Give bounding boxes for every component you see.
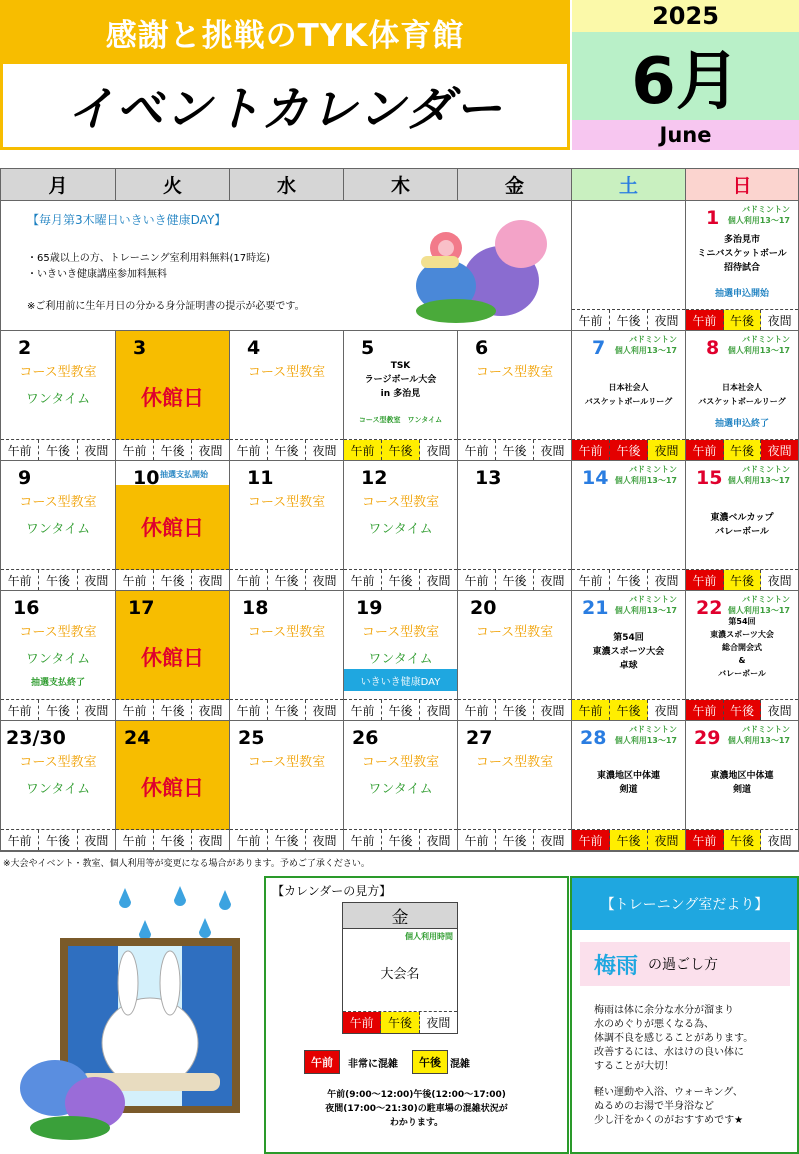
training-room-box (570, 876, 799, 1154)
parking-slot: 午後 (610, 570, 648, 590)
legend-day: 金 (343, 903, 457, 929)
info-line1: ・65歳以上の方、トレーニング室利用料無料(17時迄) (27, 253, 271, 264)
parking-slot: 夜間 (84, 703, 109, 718)
legend-description: 午前(9:00～12:00)午後(12:00～17:00) 夜間(17:00～21:30)の駐車場の混雑状況が わかります。 (325, 1090, 508, 1128)
parking-slot: 午後 (39, 440, 77, 460)
day-number: 25 (238, 727, 265, 749)
health-day-banner: いきいき健康DAY (344, 669, 457, 691)
parking-slot: 午後 (154, 440, 192, 460)
info-line3: ※ご利用前に生年月日の分かる身分証明書の提示が必要です。 (27, 301, 305, 312)
legend-title: 【カレンダーの見方】 (272, 884, 392, 898)
day-number: 28 (580, 727, 607, 749)
onetime-class: ワンタイム (368, 522, 433, 537)
parking-slot: 夜間 (648, 830, 685, 850)
info-line2: ・いきいき健康講座参加料無料 (27, 269, 167, 280)
weekday-sat: 土 (572, 169, 686, 201)
parking-slot: 午後 (610, 700, 648, 720)
onetime-class: ワンタイム (25, 652, 91, 667)
day-cell-23-30[interactable] (1, 721, 116, 851)
rabbit-window-illustration (10, 878, 260, 1148)
onetime-class: ワンタイム (368, 782, 433, 797)
event-note: 抽選申込開始 (714, 289, 769, 299)
day-cell-7[interactable] (572, 331, 686, 461)
parking-slot: 午前 (230, 830, 268, 850)
course-class: コース型教室 (475, 625, 554, 640)
day-cell-15[interactable] (686, 461, 799, 591)
parking-slot: 夜間 (654, 573, 679, 588)
parking-slot: 夜間 (654, 313, 679, 328)
course-class: コース型教室 (19, 625, 97, 640)
parking-slot: 夜間 (84, 573, 109, 588)
day-cell-10[interactable] (116, 461, 230, 591)
parking-slot: 午後 (724, 440, 762, 460)
day-number: 13 (475, 467, 502, 489)
parking-slot: 夜間 (198, 833, 223, 848)
day-number: 23/30 (6, 727, 66, 749)
parking-slot: 午前 (572, 310, 610, 330)
weekday-fri: 金 (458, 169, 572, 201)
day-cell-24[interactable] (116, 721, 230, 851)
day-cell-1[interactable] (686, 201, 799, 331)
parking-slot: 午後 (268, 700, 306, 720)
badminton-note: バドミントン 個人利用13～17 (727, 465, 790, 485)
parking-slot: 午前 (572, 700, 610, 720)
weekday-thu: 木 (344, 169, 458, 201)
course-class: コース型教室 (475, 755, 554, 770)
day-cell-8[interactable] (686, 331, 799, 461)
day-number: 22 (696, 597, 723, 619)
parking-slot: 午後 (39, 830, 77, 850)
day-number: 11 (247, 467, 274, 489)
parking-slot: 夜間 (540, 703, 565, 718)
parking-slot: 午後 (154, 830, 192, 850)
parking-slot: 午後 (382, 700, 420, 720)
parking-slot: 午前 (458, 830, 496, 850)
parking-slot: 午前 (1, 700, 39, 720)
day-number: 5 (361, 337, 375, 359)
parking-slot: 午前 (116, 440, 154, 460)
badminton-note: バドミントン 個人利用13～17 (614, 335, 677, 355)
parking-slot: 午前 (686, 440, 724, 460)
parking-slot: 夜間 (540, 573, 565, 588)
parking-slot: 午前 (572, 440, 610, 460)
parking-slot: 午後 (39, 570, 77, 590)
day-number: 20 (470, 597, 497, 619)
event-text: 第54回 東濃スポーツ大会 総合開会式 & バレーボール (710, 617, 774, 678)
parking-slot: 夜間 (767, 313, 792, 328)
parking-slot: 夜間 (540, 443, 565, 458)
parking-slot: 午後 (724, 700, 762, 720)
parking-slot: 午後 (382, 830, 420, 850)
day-number: 3 (133, 337, 147, 359)
day-cell-28[interactable] (572, 721, 686, 851)
event-text: TSK ラージボール大会 in 多治見 (364, 361, 437, 399)
month-en-label: June (572, 120, 799, 150)
course-class: コース型教室 (361, 625, 440, 640)
parking-slot: 夜間 (648, 440, 685, 460)
badminton-note: バドミントン 個人利用13～17 (727, 205, 790, 225)
course-class: コース型教室 (475, 365, 554, 380)
parking-slot: 午前 (686, 570, 724, 590)
parking-slot: 午後 (496, 570, 534, 590)
parking-slot: 午前 (572, 830, 610, 850)
parking-slot: 午後 (610, 830, 648, 850)
parking-slot: 午後 (382, 440, 420, 460)
parking-slot: 午後 (724, 830, 762, 850)
parking-slot: 午前 (344, 440, 382, 460)
parking-slot: 午前 (344, 830, 382, 850)
parking-slot: 午後 (496, 440, 534, 460)
day-cell-22[interactable] (686, 591, 799, 721)
course-class: コース型教室 (19, 495, 97, 510)
parking-slot: 夜間 (312, 703, 337, 718)
badminton-note: バドミントン 個人利用13～17 (727, 595, 790, 615)
month-label: 6月 (572, 32, 799, 120)
course-class: コース型教室 (361, 755, 440, 770)
day-cell-20[interactable] (458, 591, 572, 721)
parking-slot: 夜間 (426, 443, 451, 458)
parking-slot: 午前 (1, 570, 39, 590)
parking-slot: 午前 (344, 700, 382, 720)
parking-slot: 夜間 (198, 703, 223, 718)
parking-slot: 午前 (458, 440, 496, 460)
parking-slot: 午後 (381, 1012, 419, 1033)
day-cell-16[interactable] (1, 591, 116, 721)
parking-slot: 午後 (496, 700, 534, 720)
parking-slot: 夜間 (540, 833, 565, 848)
parking-slot: 夜間 (84, 833, 109, 848)
legend-box (264, 876, 569, 1154)
day-cell-25[interactable] (230, 721, 344, 851)
event-text: 日本社会人 バスケットボールリーグ (584, 383, 673, 406)
parking-slot: 夜間 (767, 703, 792, 718)
badminton-note: バドミントン 個人利用13～17 (727, 335, 790, 355)
day-number: 14 (582, 467, 609, 489)
parking-slot: 午前 (686, 310, 724, 330)
event-text: 東濃ベルカップ バレーボール (710, 513, 774, 537)
event-text: 日本社会人 バスケットボールリーグ (698, 383, 786, 406)
day-number: 15 (696, 467, 723, 489)
closed-label: 休館日 (116, 591, 229, 700)
parking-slot: 午前 (344, 570, 382, 590)
day-cell-5[interactable] (344, 331, 458, 461)
weekday-tue: 火 (116, 169, 230, 201)
parking-slot: 午前 (1, 440, 39, 460)
parking-slot: 午前 (1, 830, 39, 850)
day-number: 1 (706, 207, 720, 229)
day-cell-26[interactable] (344, 721, 458, 851)
parking-slot: 夜間 (426, 703, 451, 718)
info-block (1, 201, 572, 331)
closed-label: 休館日 (116, 331, 229, 440)
parking-slot: 午前 (230, 570, 268, 590)
day-number: 29 (694, 727, 721, 749)
weekday-sun: 日 (686, 169, 799, 201)
day-cell-17[interactable] (116, 591, 230, 721)
parking-slot: 午後 (268, 440, 306, 460)
day-cell-27[interactable] (458, 721, 572, 851)
badminton-note: バドミントン 個人利用13～17 (727, 725, 790, 745)
onetime-class: ワンタイム (368, 652, 433, 667)
snail-hydrangea-illustration (396, 206, 556, 326)
parking-slot: 午前 (343, 1012, 381, 1033)
parking-slot: 午後 (496, 830, 534, 850)
calendar-grid (0, 168, 799, 852)
event-note: 抽選申込終了 (714, 419, 769, 429)
day-number: 7 (592, 337, 606, 359)
parking-slot: 夜間 (312, 443, 337, 458)
page-title: イベントカレンダー (0, 64, 570, 150)
parking-slot: 午前 (686, 830, 724, 850)
info-title: 【毎月第3木曜日いきいき健康DAY】 (27, 213, 227, 227)
training-body: 梅雨は体に余分な水分が溜まり 水のめぐりが悪くなる為、 体調不良を感じることがあります。 改善するには、水はけの良い体に することが大切！ 軽い運動や入浴、ウォーキング、 ぬるめのお湯で半身浴など 少し汗をかくのがおすすめです★ (594, 1005, 754, 1126)
parking-slot: 午前 (230, 440, 268, 460)
day-number: 18 (242, 597, 269, 619)
rainy-season-heading: 梅雨 の過ごし方 (580, 942, 790, 986)
legend-sample-cell (342, 902, 458, 1034)
day-number: 12 (361, 467, 388, 489)
day-cell-2[interactable] (1, 331, 116, 461)
event-text: 東濃地区中体連 剣道 (710, 771, 774, 795)
course-class: コース型教室 (247, 755, 326, 770)
day-number: 19 (356, 597, 383, 619)
day-cell-6[interactable] (458, 331, 572, 461)
day-number: 21 (582, 597, 609, 619)
day-cell-empty (572, 201, 686, 331)
closed-label: 休館日 (116, 461, 229, 570)
parking-slot: 午後 (154, 570, 192, 590)
course-class: コース型教室 (247, 495, 326, 510)
parking-slot: 午前 (458, 700, 496, 720)
day-number: 9 (18, 467, 32, 489)
day-number: 27 (466, 727, 493, 749)
parking-slot: 午後 (610, 440, 648, 460)
parking-slot: 午前 (230, 700, 268, 720)
parking-slot: 午後 (268, 570, 306, 590)
parking-slot: 午前 (572, 570, 610, 590)
event-note: 抽選支払終了 (30, 678, 85, 688)
course-class: コース型教室 (19, 365, 97, 380)
day-cell-9[interactable] (1, 461, 116, 591)
parking-slot: 夜間 (767, 833, 792, 848)
day-cell-14[interactable] (572, 461, 686, 591)
parking-slot: 夜間 (426, 1016, 451, 1030)
parking-slot: 午後 (154, 700, 192, 720)
day-number: 6 (475, 337, 489, 359)
parking-slot: 午後 (724, 570, 762, 590)
course-class: コース型教室 (247, 625, 326, 640)
course-class: コース型教室 (19, 755, 97, 770)
parking-slot: 夜間 (312, 833, 337, 848)
day-number: 16 (13, 597, 40, 619)
event-note: 抽選支払開始 (160, 470, 208, 479)
facility-title: 感謝と挑戦のTYK体育館 (0, 0, 570, 64)
parking-slot: 午後 (268, 830, 306, 850)
parking-slot: 夜間 (84, 443, 109, 458)
day-cell-11[interactable] (230, 461, 344, 591)
legend-event-name: 大会名 (380, 967, 420, 982)
onetime-class: ワンタイム (25, 782, 91, 797)
onetime-class: ワンタイム (25, 392, 91, 407)
parking-slot: 午後 (39, 700, 77, 720)
event-note: コース型教室 ワンタイム (358, 416, 443, 424)
event-text: 東濃地区中体連 剣道 (596, 771, 660, 795)
day-cell-19[interactable] (344, 591, 458, 721)
course-class: コース型教室 (361, 495, 440, 510)
day-number: 26 (352, 727, 379, 749)
footnote: ※大会やイベント・教室、個人利用等が変更になる場合があります。予めご了承ください。 (3, 859, 370, 869)
year-label: 2025 (572, 0, 799, 32)
day-number: 2 (18, 337, 32, 359)
day-number: 24 (124, 727, 151, 749)
parking-slot: 夜間 (426, 573, 451, 588)
day-cell-4[interactable] (230, 331, 344, 461)
day-cell-21[interactable] (572, 591, 686, 721)
course-class: コース型教室 (247, 365, 326, 380)
weekday-mon: 月 (1, 169, 116, 201)
day-cell-13[interactable] (458, 461, 572, 591)
day-number: 4 (247, 337, 261, 359)
parking-slot: 夜間 (654, 703, 679, 718)
parking-slot: 午後 (724, 310, 762, 330)
parking-slot: 午前 (116, 700, 154, 720)
day-number: 10 (133, 467, 160, 489)
badminton-note: バドミントン 個人利用13～17 (614, 465, 677, 485)
training-title: 【トレーニング室だより】 (572, 878, 797, 930)
parking-slot: 午後 (382, 570, 420, 590)
badminton-note: バドミントン 個人利用13～17 (614, 725, 677, 745)
day-cell-12[interactable] (344, 461, 458, 591)
parking-slot: 午前 (686, 700, 724, 720)
onetime-class: ワンタイム (25, 522, 91, 537)
closed-label: 休館日 (116, 721, 229, 830)
weekday-wed: 水 (230, 169, 344, 201)
parking-slot: 午前 (116, 830, 154, 850)
day-number: 17 (128, 597, 155, 619)
day-cell-18[interactable] (230, 591, 344, 721)
parking-slot: 夜間 (761, 440, 798, 460)
parking-slot: 午前 (458, 570, 496, 590)
event-text: 第54回 東濃スポーツ大会 卓球 (592, 633, 665, 671)
parking-slot: 夜間 (767, 573, 792, 588)
parking-slot: 夜間 (198, 573, 223, 588)
badminton-note: バドミントン 個人利用13～17 (614, 595, 677, 615)
parking-slot: 午後 (610, 310, 648, 330)
parking-slot: 夜間 (312, 573, 337, 588)
legend-sub: 個人利用時間 (405, 932, 453, 941)
day-cell-29[interactable] (686, 721, 799, 851)
parking-slot: 夜間 (426, 833, 451, 848)
event-text: 多治見市 ミニバスケットボール 招待試合 (697, 235, 787, 273)
parking-slot: 午前 (116, 570, 154, 590)
legend-key: 午前 非常に混雑 午後 混雑 (304, 1050, 470, 1074)
day-cell-3[interactable] (116, 331, 230, 461)
parking-slot: 夜間 (198, 443, 223, 458)
day-number: 8 (706, 337, 720, 359)
